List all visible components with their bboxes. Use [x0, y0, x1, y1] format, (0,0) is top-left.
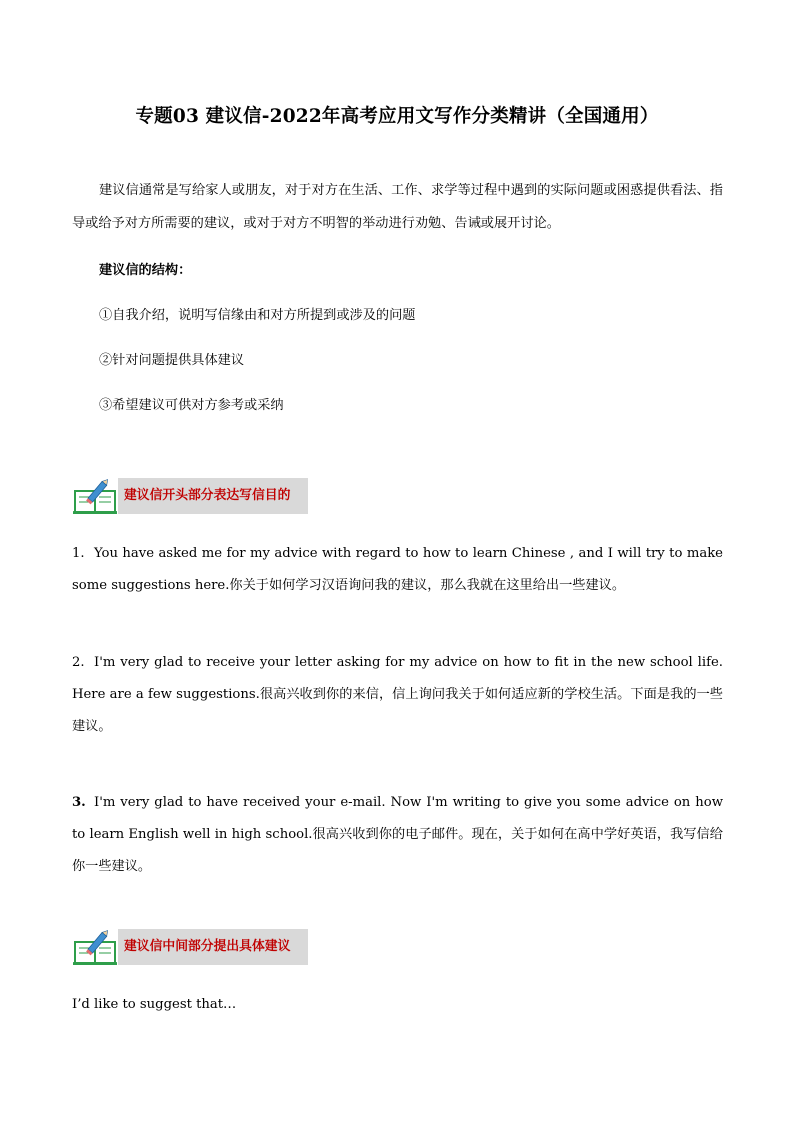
- example-item-3: [72, 787, 723, 883]
- example-number: 1.: [72, 546, 85, 561]
- book-pencil-icon: [72, 477, 120, 515]
- example-item-2: [72, 647, 723, 743]
- structure-item-1: ①自我介绍，说明写信缘由和对方所提到或涉及的问题: [99, 308, 416, 323]
- section-label: 建议信中间部分提出具体建议: [124, 939, 291, 954]
- closing-line: I’d like to suggest that…: [72, 997, 237, 1012]
- section-header-body: [72, 928, 308, 966]
- example-text: I'm very glad to receive your letter asking for my advice on how to fit in the new school life. Here are a few suggestions.很高兴收到你的来信，信上询问我关于如何适应新的学校生活。下面是我的一些建议。: [72, 655, 723, 734]
- structure-item-2: ②针对问题提供具体建议: [99, 353, 245, 368]
- structure-item-3: ③希望建议可供对方参考或采纳: [99, 398, 284, 413]
- example-item-1: [72, 538, 723, 602]
- example-number: 3.: [72, 795, 86, 810]
- example-text: You have asked me for my advice with regard to how to learn Chinese , and I will try to make some suggestions here.你关于如何学习汉语询问我的建议，那么我就在这里给出一些建议。: [72, 546, 723, 593]
- example-number: 2.: [72, 655, 85, 670]
- section-label: 建议信开头部分表达写信目的: [124, 488, 291, 503]
- book-pencil-icon: [72, 928, 120, 966]
- page-title: 专题03 建议信-2022年高考应用文写作分类精讲（全国通用）: [135, 106, 659, 127]
- intro-paragraph: 建议信通常是写给家人或朋友，对于对方在生活、工作、求学等过程中遇到的实际问题或困惑提供看法、指导或给予对方所需要的建议，或对于对方不明智的举动进行劝勉、告诫或展开讨论。: [72, 183, 723, 231]
- section-header-opening: [72, 477, 308, 515]
- structure-heading: 建议信的结构：: [99, 263, 192, 278]
- example-text: I'm very glad to have received your e-mail. Now I'm writing to give you some advice on how to learn English well in high school.很高兴收到你的电子邮件。现在，关于如何在高中学好英语，我写信给你一些建议。: [72, 795, 723, 874]
